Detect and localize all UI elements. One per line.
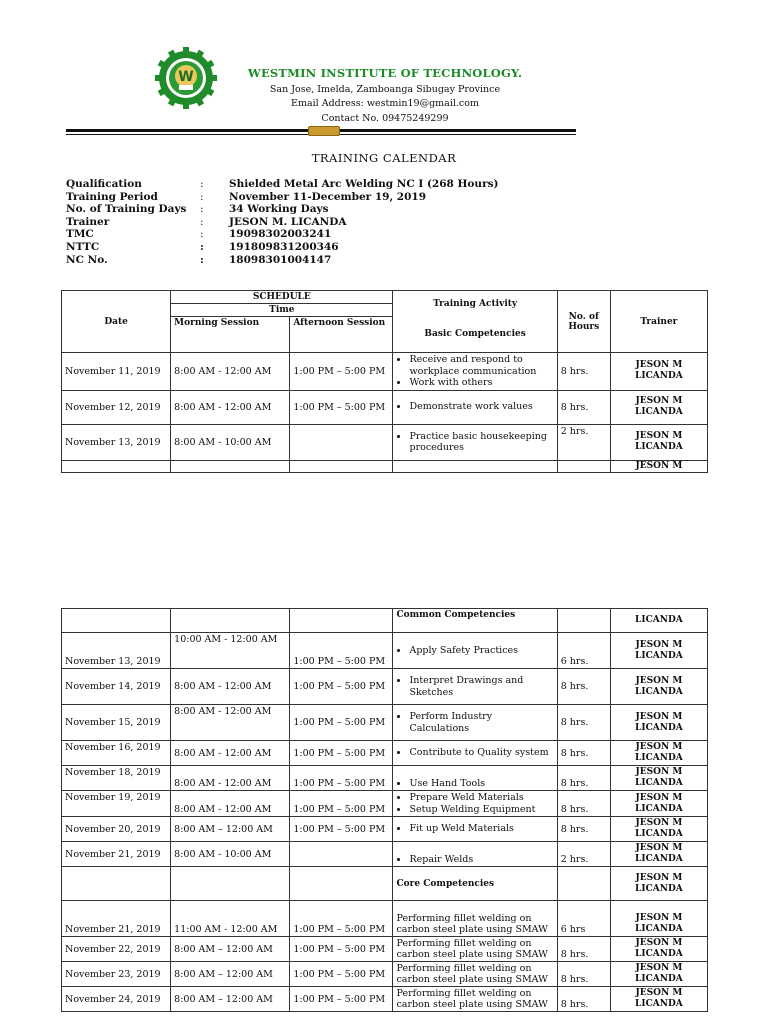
header-afternoon: Afternoon Session: [290, 317, 393, 353]
table-row: November 21, 2019 11:00 AM - 12:00 AM 1:00 PM – 5:00 PM Performing fillet welding on carbon steel plate using SMAW 6 hrs JESON M LICANDA: [62, 901, 708, 937]
table-row: November 18, 2019 8:00 AM - 12:00 AM 1:00 PM – 5:00 PM • Use Hand Tools 8 hrs. JESON M LICANDA: [62, 766, 708, 791]
table-row: November 14, 2019 8:00 AM - 12:00 AM 1:00 PM – 5:00 PM • Interpret Drawings and Sketches 8 hrs. JESON M LICANDA: [62, 669, 708, 705]
institute-contact: Contact No. 09475249299: [321, 113, 449, 124]
info-row: NC No. : 18098301004147: [66, 253, 332, 266]
info-row: Qualification : Shielded Metal Arc Welding NC I (268 Hours): [66, 178, 499, 190]
table-row: November 20, 2019 8:00 AM – 12:00 AM 1:00 PM – 5:00 PM • Fit up Weld Materials 8 hrs. JESON M LICANDA: [62, 817, 708, 842]
document-title: TRAINING CALENDAR: [311, 151, 457, 165]
info-row: Trainer : JESON M. LICANDA: [66, 215, 347, 228]
institute-name: WESTMIN INSTITUTE OF TECHNOLOGY.: [247, 66, 523, 80]
header-basic-competencies: Basic Competencies: [393, 317, 557, 353]
table-row: November 23, 2019 8:00 AM – 12:00 AM 1:00 PM – 5:00 PM Performing fillet welding on carbon steel plate using SMAW 8 hrs. JESON M LICANDA: [62, 962, 708, 987]
common-competencies-label: Common Competencies: [393, 609, 557, 633]
letterhead: [0, 0, 768, 140]
header-trainer: Trainer: [610, 291, 707, 353]
table-row: November 13, 2019 10:00 AM - 12:00 AM 1:00 PM – 5:00 PM • Apply Safety Practices 6 hrs. JESON M LICANDA: [62, 633, 708, 669]
training-info: [66, 178, 546, 266]
info-row: TMC : 19098302003241: [66, 228, 332, 241]
divider-ornament-icon: [308, 126, 340, 136]
header-morning: Morning Session: [171, 317, 290, 353]
info-row: No. of Training Days : 34 Working Days: [66, 203, 329, 216]
header-activity: Training Activity: [393, 291, 557, 317]
header-date: Date: [62, 291, 171, 353]
header-schedule: SCHEDULE: [171, 291, 393, 304]
header-hours: No. of Hours: [557, 291, 610, 353]
table-row: November 19, 2019 8:00 AM - 12:00 AM 1:00 PM – 5:00 PM • Prepare Weld Materials • Setup Welding Equipment 8 hrs. JESON M LICANDA: [62, 791, 708, 817]
table-row: Common Competencies LICANDA: [62, 609, 708, 633]
institute-email: Email Address: westmin19@gmail.com: [291, 98, 479, 109]
schedule-table-basic: [61, 290, 708, 473]
table-row: November 22, 2019 8:00 AM – 12:00 AM 1:00 PM – 5:00 PM Performing fillet welding on carbon steel plate using SMAW 8 hrs. JESON M LICANDA: [62, 937, 708, 962]
info-row: Training Period : November 11-December 19, 2019: [66, 190, 426, 203]
table-row: JESON M: [62, 460, 708, 472]
core-competencies-label: Core Competencies: [393, 867, 557, 901]
table-row: November 21, 2019 8:00 AM - 10:00 AM • Repair Welds 2 hrs. JESON M LICANDA: [62, 842, 708, 867]
institute-logo-icon: [155, 47, 217, 109]
institute-address: San Jose, Imelda, Zamboanga Sibugay Province: [269, 84, 501, 95]
header-time: Time: [171, 304, 393, 317]
table-row: November 11, 2019 8:00 AM - 12:00 AM 1:00 PM – 5:00 PM • Receive and respond to workplace communication • Work with others 8 hrs. JESON M LICANDA: [62, 353, 708, 391]
schedule-table-common-core: [61, 608, 708, 1012]
table-row: November 24, 2019 8:00 AM – 12:00 AM 1:00 PM – 5:00 PM Performing fillet welding on carbon steel plate using SMAW 8 hrs. JESON M LICANDA: [62, 987, 708, 1012]
table-row: Core Competencies JESON M LICANDA: [62, 867, 708, 901]
table-row: November 15, 2019 8:00 AM - 12:00 AM 1:00 PM – 5:00 PM • Perform Industry Calculations 8 hrs. JESON M LICANDA: [62, 705, 708, 741]
table-row: November 12, 2019 8:00 AM - 12:00 AM 1:00 PM – 5:00 PM • Demonstrate work values 8 hrs. JESON M LICANDA: [62, 390, 708, 424]
svg-text:W: W: [178, 69, 194, 85]
table-row: November 13, 2019 8:00 AM - 10:00 AM • Practice basic housekeeping procedures 2 hrs. JESON M LICANDA: [62, 424, 708, 460]
table-row: November 16, 2019 8:00 AM - 12:00 AM 1:00 PM – 5:00 PM • Contribute to Quality system 8 hrs. JESON M LICANDA: [62, 741, 708, 766]
info-row: NTTC : 191809831200346: [66, 240, 339, 253]
